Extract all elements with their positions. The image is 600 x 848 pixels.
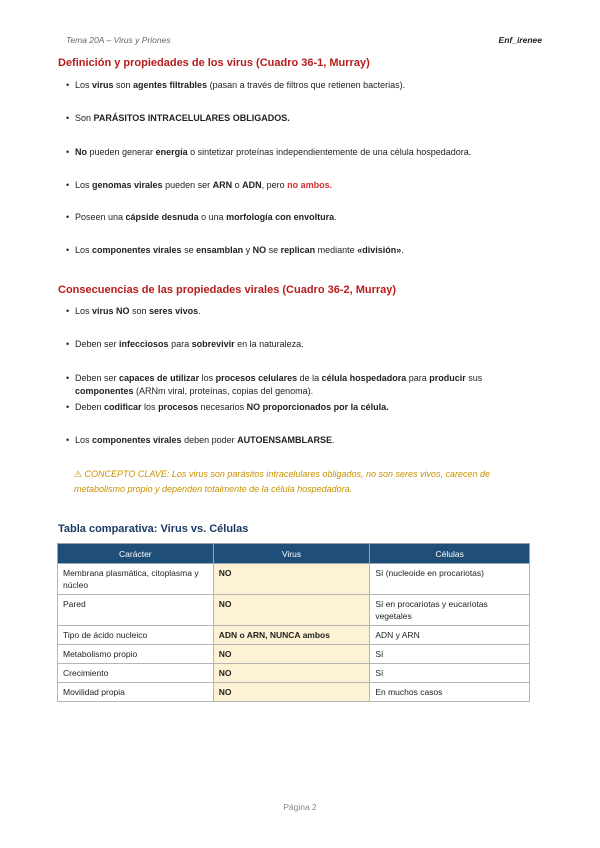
bullet-icon: • [66, 80, 70, 90]
list-item [66, 401, 536, 414]
list-item [66, 305, 536, 318]
cell-cells: Sí (nucleoide en procariotas) [370, 564, 530, 595]
cell-character: Metabolismo propio [58, 645, 214, 664]
bullet-icon: • [66, 147, 70, 157]
bullet-icon: • [66, 435, 70, 445]
header-topic: Tema 20A – Virus y Priones [66, 35, 171, 45]
bullet-icon: • [66, 212, 70, 222]
list-item-text: Los virus son agentes filtrables (pasan a través de filtros que retienen bacterias). [75, 80, 406, 90]
list-item [66, 372, 536, 398]
cell-character: Crecimiento [58, 664, 214, 683]
cell-cells: Sí [370, 664, 530, 683]
cell-character: Movilidad propia [58, 683, 214, 702]
cell-virus: NO [213, 564, 370, 595]
list-item [66, 434, 536, 447]
table-header-row [58, 544, 530, 564]
cell-virus: NO [213, 664, 370, 683]
column-header-virus: Virus [213, 544, 370, 564]
table-row [58, 664, 530, 683]
column-header-character: Carácter [58, 544, 214, 564]
list-item-text: Los genomas virales pueden ser ARN o ADN, pero no ambos. [75, 180, 333, 190]
bullet-icon: • [66, 245, 70, 255]
header-author: Enf_irenee [498, 35, 542, 45]
list-item [66, 244, 536, 257]
column-header-cells: Células [370, 544, 530, 564]
list-item [66, 146, 536, 159]
table-title: Tabla comparativa: Virus vs. Células [58, 523, 249, 535]
list-item-text: Son PARÁSITOS INTRACELULARES OBLIGADOS. [75, 113, 290, 123]
list-item [66, 79, 536, 92]
cell-cells: ADN y ARN [370, 626, 530, 645]
cell-cells: Sí en procariotas y eucariotas vegetales [370, 595, 530, 626]
bullet-icon: • [66, 306, 70, 316]
list-item [66, 179, 536, 192]
list-item-text: Deben ser infecciosos para sobrevivir en la naturaleza. [75, 339, 304, 349]
table-row [58, 683, 530, 702]
table-row [58, 595, 530, 626]
list-item-text: Poseen una cápside desnuda o una morfología con envoltura. [75, 212, 337, 222]
cell-cells: En muchos casos [370, 683, 530, 702]
key-concept-note: ⚠ CONCEPTO CLAVE: Los virus son parásitos intracelulares obligados, no son seres vivos, carecen de metabolismo propio y dependen totalmente de la célula hospedadora. [74, 469, 491, 494]
list-item-text: Los componentes virales se ensamblan y NO se replican mediante «división». [75, 245, 404, 255]
list-item-text: Deben codificar los procesos necesarios NO proporcionados por la célula. [75, 402, 389, 412]
bullet-icon: • [66, 402, 70, 412]
bullet-icon: • [66, 373, 70, 383]
table-row [58, 626, 530, 645]
list-item-text: No pueden generar energía o sintetizar proteínas independientemente de una célula hospedadora. [75, 147, 472, 157]
section-title-definition: Definición y propiedades de los virus (Cuadro 36-1, Murray) [58, 57, 370, 69]
bullet-icon: • [66, 113, 70, 123]
cell-virus: NO [213, 683, 370, 702]
table-row [58, 564, 530, 595]
table-row [58, 645, 530, 664]
list-item-text: Los virus NO son seres vivos. [75, 306, 201, 316]
list-item [66, 211, 536, 224]
list-item-text: Deben ser capaces de utilizar los procesos celulares de la célula hospedadora para producir sus componentes (ARNm viral, proteínas, copias del genoma). [75, 373, 483, 396]
bullet-icon: • [66, 180, 70, 190]
comparison-table [57, 543, 530, 702]
list-item [66, 338, 536, 351]
bullet-icon: • [66, 339, 70, 349]
list-item-text: Los componentes virales deben poder AUTOENSAMBLARSE. [75, 435, 335, 445]
cell-character: Membrana plasmática, citoplasma y núcleo [58, 564, 214, 595]
cell-virus: NO [213, 595, 370, 626]
cell-character: Pared [58, 595, 214, 626]
cell-virus: ADN o ARN, NUNCA ambos [213, 626, 370, 645]
list-item [66, 112, 536, 125]
cell-virus: NO [213, 645, 370, 664]
page-number: Página 2 [283, 802, 317, 812]
section-title-consequences: Consecuencias de las propiedades virales (Cuadro 36-2, Murray) [58, 284, 397, 296]
cell-character: Tipo de ácido nucleico [58, 626, 214, 645]
cell-cells: Sí [370, 645, 530, 664]
